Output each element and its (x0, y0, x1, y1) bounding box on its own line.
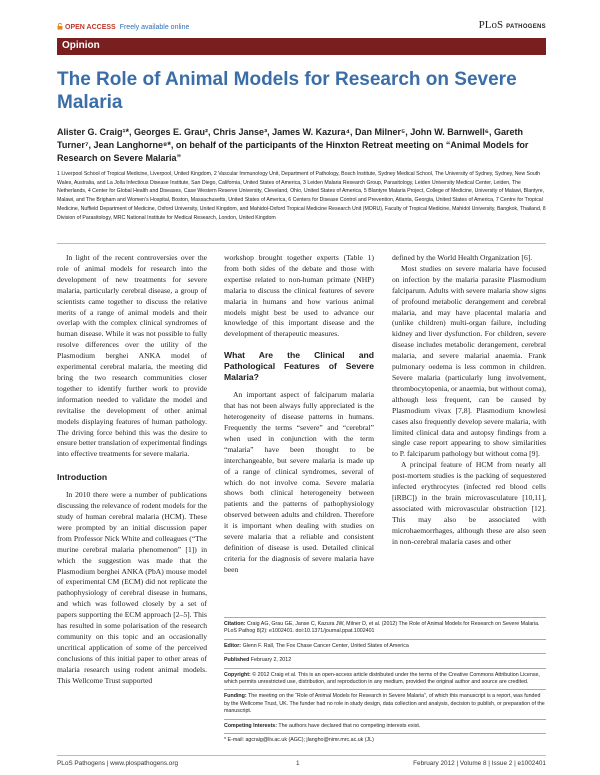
abstract-paragraph: In light of the recent controversies over the role of animal models for research into the development of new treatments for severe malaria, particularly cerebral disease, a group of scientists came together to discuss the relative merits of a range of animal models and their overlap with the complex clinical syndromes of human disease. While it was not possible to fully resolve differences over the utility of the Plasmodium berghei ANKA model of experimental cerebral malaria, the meeting did bring the two research communities closer together to identify further work to provide information needed to validate the model and revitalise the development of other animal models displaying features of human pathology. The driving force behind this was the desire to ensure better translation of experimental findings into effective treatments for severe malaria. (57, 253, 207, 459)
info-divider (224, 639, 546, 640)
body-column-3 (392, 253, 546, 547)
funding: Funding: The meeting on the “Role of Animal Models for Research in Severe Malaria”, of which this manuscript is a report, was funded by the Wellcome Trust, UK. The funder had no role in study design, data collection and analysis, decision to publish, or preparation of the manuscript. (224, 693, 545, 715)
journal-logo (479, 19, 546, 31)
section-label: Opinion (62, 40, 100, 51)
open-access-label: OPEN ACCESS (65, 24, 116, 31)
editor: Editor: Glenn F. Rall, The Fox Chase Cancer Center, United States of America (224, 642, 409, 649)
header-divider (57, 243, 546, 244)
footer-journal: PLoS Pathogens | www.plospathogens.org (57, 760, 179, 767)
copyright: Copyright: © 2012 Craig et al. This is an open-access article distributed under the terms of the Creative Commons Attribution License, which permits unrestricted use, distribution, and reproduction in any medium, provided the original author and source are credited. (224, 671, 540, 686)
body-column-2 (224, 253, 374, 576)
open-lock-icon (57, 23, 63, 30)
published-date: Published February 2, 2012 (224, 657, 292, 664)
heading-introduction: Introduction (57, 472, 108, 483)
intro-paragraph: In 2010 there were a number of publications discussing the relevance of rodent models for the study of human cerebral malaria (HCM). These were prompted by an initial discussion paper from Professor Nick White and colleagues (“The murine cerebral malaria phenomenon” [1]) in which the suggestion was made that the Plasmodium berghei ANKA (PbA) mouse model of experimental CM (ECM) did not replicate the pathophysiology of cerebral disease in humans, and which was followed closely by a set of papers supporting the ECM approach [2–5]. This has resulted in some polarisation of the research community on this topic and an occasionally uncritical application of some of the perceived conclusions of this initial paper to other areas of malaria research using rodent animal models. This Wellcome Trust supported (57, 490, 207, 685)
open-access-badge (57, 23, 189, 31)
journal-plos: PLoS (478, 19, 504, 31)
workshop-paragraph: workshop brought together experts (Table 1) from both sides of the debate and those with expertise related to non-human primate (NHP) malaria to discuss the clinical features of severe malaria in humans and how various animal models might best be used to advance our knowledge of this important disease and the development of therapeutic measures. (224, 253, 374, 339)
info-divider (224, 733, 546, 734)
info-divider (224, 653, 546, 654)
journal-name: PATHOGENS (506, 24, 546, 30)
article-info-box (224, 614, 546, 747)
section-bar (57, 38, 546, 55)
affiliations: 1 Liverpool School of Tropical Medicine, Liverpool, United Kingdom, 2 Vascular Immunology Unit, Department of Pathology, Bosch Institute, Sydney Medical School, The University of Sydney, Sydney, New South Wales, Australia, and La Jolla Infectious Disease Institute, San Diego, California, United States of America, 3 Leiden Malaria Research Group, Parasitology, Leiden University Medical Center, Leiden, The Netherlands, 4 Center for Global Health and Diseases, Case Western Reserve University, Cleveland, Ohio, United States of America, 5 Blantyre Malaria Project, College of Medicine, University of Malawi, Blantyre, Malawi, and The Brigham and Women’s Hospital, Boston, Massachusetts, United States of America, 6 Centers for Disease Control and Prevention, Atlanta, Georgia, United States of America, 7 Centre for Tropical Medicine, Nuffield Department of Medicine, Oxford University, United Kingdom, and Mahidol-Oxford Tropical Medicine Research Unit (MORU), Faculty of Tropical Medicine, Mahidol University, Bangkok, Thailand, 8 Division of Parasitology, MRC National Institute for Medical Research, London, United Kingdom (57, 171, 546, 221)
clinical-paragraph: An important aspect of falciparum malaria that has not been always fully appreciated is the heterogeneity of disease patterns in humans. Frequently the terms “severe” and “cerebral” when used in conjunction with the term “malaria” have been thought to be interchangeable, but severe malaria is made up of a range of clinical syndromes, several of which do not involve coma. Severe malaria shows both clinical heterogeneity between patients and the patterns of pathophysiology observed between adults and children. Therefore it is important when dealing with studies on severe malaria that a reliable and consistent definition of disease is used. Detailed clinical criteria for the diagnosis of severe malaria have been (224, 390, 374, 574)
info-divider (224, 668, 546, 669)
contact-email: * E-mail: agcraig@liv.ac.uk (AGC); jlangho@nimr.mrc.ac.uk (JL) (224, 737, 374, 744)
info-divider (224, 689, 546, 690)
author-list: Alister G. Craig¹*, Georges E. Grau², Chris Janse³, James W. Kazura⁴, Dan Milner⁵, John W. Barnwell⁶, Gareth Turner⁷, Jean Langhorne⁸*, on behalf of the participants of the Hinxton Retreat meeting on “Animal Models for Research on Severe Malaria” (57, 127, 529, 163)
citation: Citation: Craig AG, Grau GE, Janse C, Kazura JW, Milner D, et al. (2012) The Role of Animal Models for Research on Severe Malaria. PLoS Pathog 8(2): e1002401. doi:10.1371/journal.ppat.1002401 (224, 621, 540, 635)
falciparum-paragraph: Most studies on severe malaria have focused on infection by the malaria parasite Plasmodium falciparum. Adults with severe malaria show signs of profound metabolic derangement and cerebral malaria, and may have placental malaria and (unlike children) multi-organ failure, including kidney and liver dysfunction. For children, severe disease includes metabolic derangement, cerebral malaria, and severe malarial anaemia. Frank pulmonary oedema is less common in children. Severe malaria (particularly lung involvement, thrombocytopenia, or anaemia, but without coma), although less frequent, can be caused by Plasmodium vivax [7,8]. Plasmodium knowlesi cases also frequently develop severe malaria, with limited clinical data and autopsy findings from a single case report appearing to show similarities to P. falciparum pathology but without coma [9]. (392, 263, 546, 459)
info-divider (224, 719, 546, 720)
footer-divider (57, 755, 546, 756)
body-column-1 (57, 253, 207, 687)
footer-issue: February 2012 | Volume 8 | Issue 2 | e1002401 (413, 760, 546, 767)
competing-interests: Competing Interests: The authors have declared that no competing interests exist. (224, 722, 421, 729)
hcm-paragraph: A principal feature of HCM from nearly all post-mortem studies is the packing of sequestered infected erythrocytes (infected red blood cells [iRBC]) in the brain microvasculature [10,11], associated with microvascular obstruction [12]. This may also be associated with microhaemorrhages, although these are also seen in non-cerebral malaria cases and other (392, 460, 546, 546)
who-paragraph: defined by the World Health Organization [6]. (392, 253, 533, 262)
free-online-label: Freely available online (119, 24, 190, 31)
heading-clinical-features: What Are the Clinical and Pathological Features of Severe Malaria? (224, 350, 374, 383)
page-number: 1 (296, 760, 300, 767)
info-divider-top (224, 617, 546, 618)
article-title: The Role of Animal Models for Research on Severe Malaria (57, 69, 517, 113)
